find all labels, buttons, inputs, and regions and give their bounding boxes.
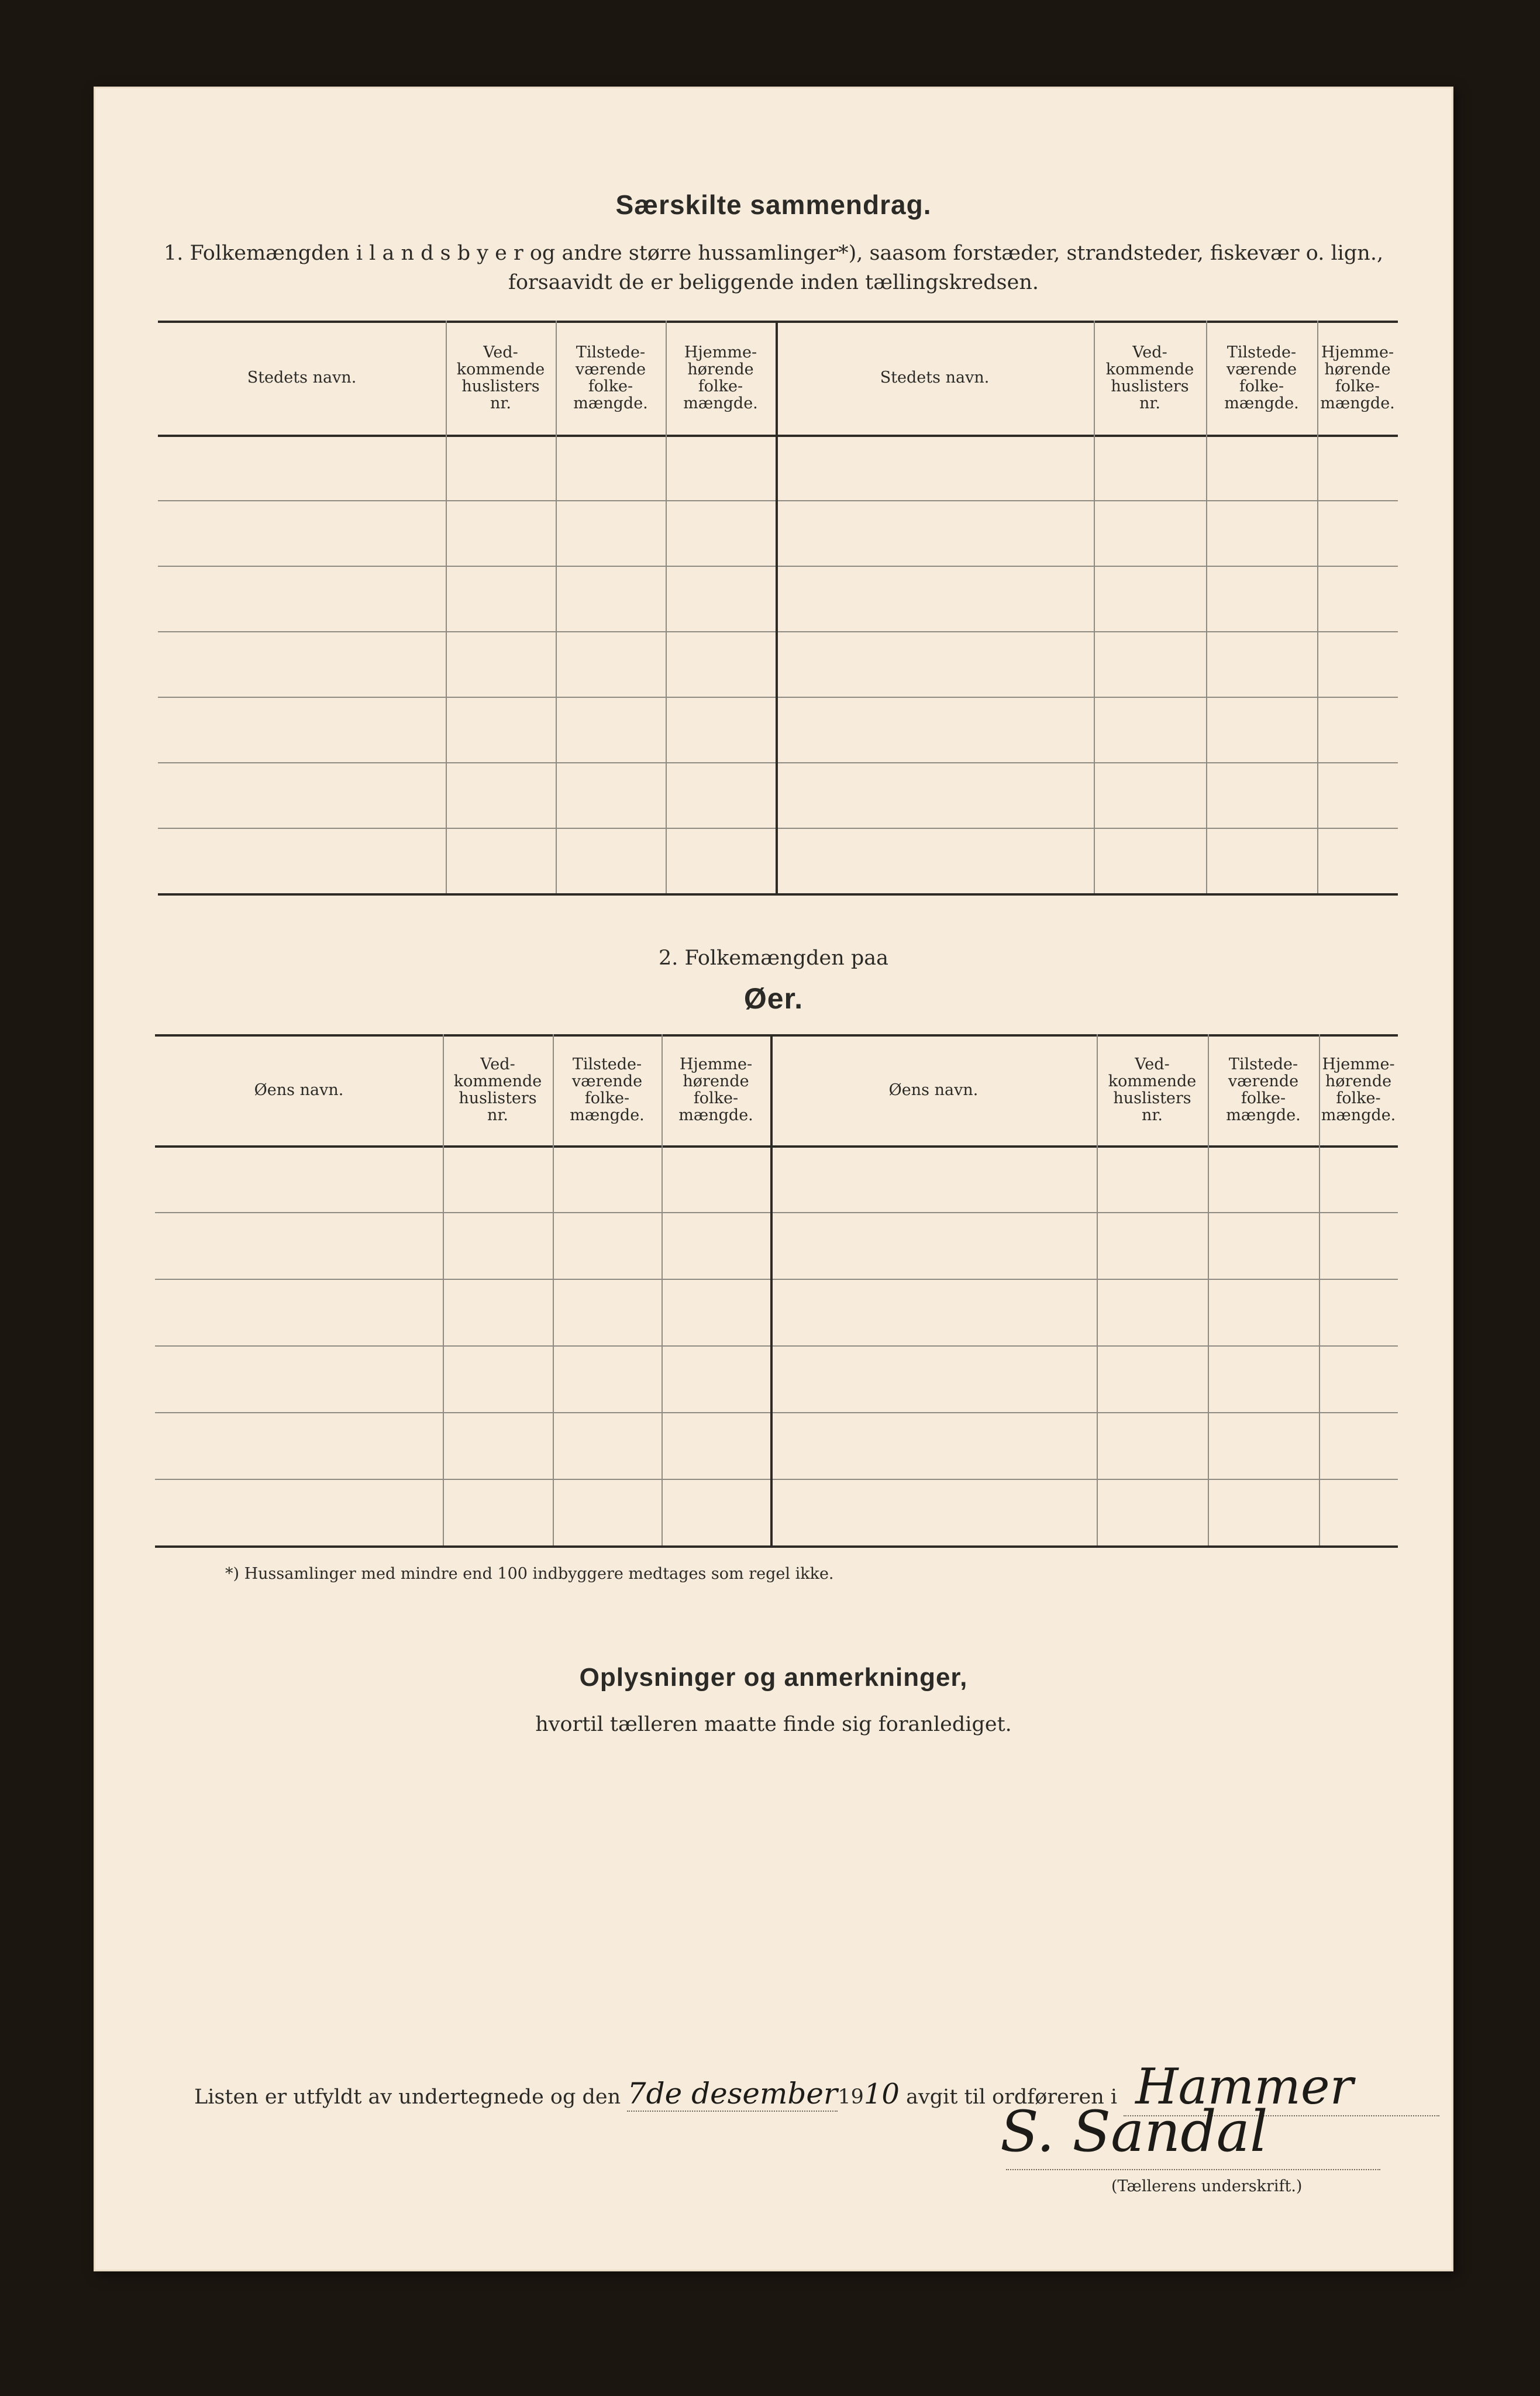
column-header: Hjemme- hørende folke- mængde. (678, 1055, 753, 1124)
section2-intro: 2. Folkemængden paa (658, 946, 889, 970)
table-row-divider (158, 631, 1398, 632)
census-form-page (94, 87, 1453, 2271)
table-row-divider (158, 697, 1398, 698)
table-row-divider (158, 828, 1398, 829)
signature-caption: (Tællerens underskrift.) (1111, 2177, 1303, 2195)
column-header: Tilstede- værende folke- mængde. (570, 1055, 645, 1124)
column-header: Stedets navn. (247, 369, 357, 387)
footnote: *) Hussamlinger med mindre end 100 indbyggere medtages som regel ikke. (225, 1565, 834, 1583)
column-header: Øens navn. (888, 1080, 979, 1099)
completion-text-before: Listen er utfyldt av undertegnede og den (194, 2085, 621, 2109)
table-row-divider (155, 1212, 1398, 1213)
islands-table (155, 1034, 1398, 1619)
table-row-divider (158, 762, 1398, 763)
column-header: Hjemme- hørende folke- mængde. (1321, 1055, 1396, 1124)
table-row-divider (155, 1279, 1398, 1280)
table-row-divider (158, 500, 1398, 501)
handwritten-date: 7de desember (627, 2077, 838, 2111)
section2-heading: Øer. (743, 982, 804, 1015)
table-row-divider (158, 566, 1398, 567)
column-header: Hjemme- hørende folke- mængde. (683, 343, 758, 412)
completion-text-middle: avgit til ordføreren i (906, 2085, 1118, 2109)
column-header: Ved- kommende huslisters nr. (453, 1055, 542, 1124)
table-bottom-rule (155, 1545, 1398, 1548)
remarks-heading: Oplysninger og anmerkninger, (579, 1663, 968, 1692)
column-header: Tilstede- værende folke- mængde. (1226, 1055, 1301, 1124)
column-header: Øens navn. (254, 1080, 344, 1099)
table-row-divider (155, 1412, 1398, 1413)
column-header: Ved- kommende huslisters nr. (1105, 343, 1194, 412)
column-header: Ved- kommende huslisters nr. (1108, 1055, 1197, 1124)
handwritten-signature: S. Sandal (1000, 2099, 1268, 2164)
signature-line (1006, 2169, 1380, 2170)
column-header: Hjemme- hørende folke- mængde. (1320, 343, 1395, 412)
column-header: Stedets navn. (880, 369, 990, 387)
section1-intro-line2: forsaavidt de er beliggende inden tællingskredsen. (508, 271, 1039, 294)
table-row-divider (155, 1345, 1398, 1347)
table-header-rule (158, 435, 1398, 437)
year-prefix: 19 (838, 2085, 864, 2109)
column-header: Tilstede- værende folke- mængde. (573, 343, 648, 412)
villages-table (158, 321, 1398, 987)
column-header: Ved- kommende huslisters nr. (456, 343, 545, 412)
handwritten-year: 10 (863, 2078, 900, 2111)
column-header: Tilstede- værende folke- mængde. (1224, 343, 1299, 412)
table-bottom-rule (158, 893, 1398, 896)
handwritten-municipality: Hammer (1124, 2058, 1439, 2116)
remarks-subheading: hvortil tælleren maatte finde sig foranlediget. (535, 1713, 1012, 1736)
table-header-rule (155, 1145, 1398, 1148)
section1-intro-line1: 1. Folkemængden i l a n d s b y e r og andre større hussamlinger*), saasom forstæder, strandsteder, fiskevær o. lign., (163, 242, 1384, 265)
page-title: Særskilte sammendrag. (615, 190, 932, 220)
table-row-divider (155, 1479, 1398, 1480)
